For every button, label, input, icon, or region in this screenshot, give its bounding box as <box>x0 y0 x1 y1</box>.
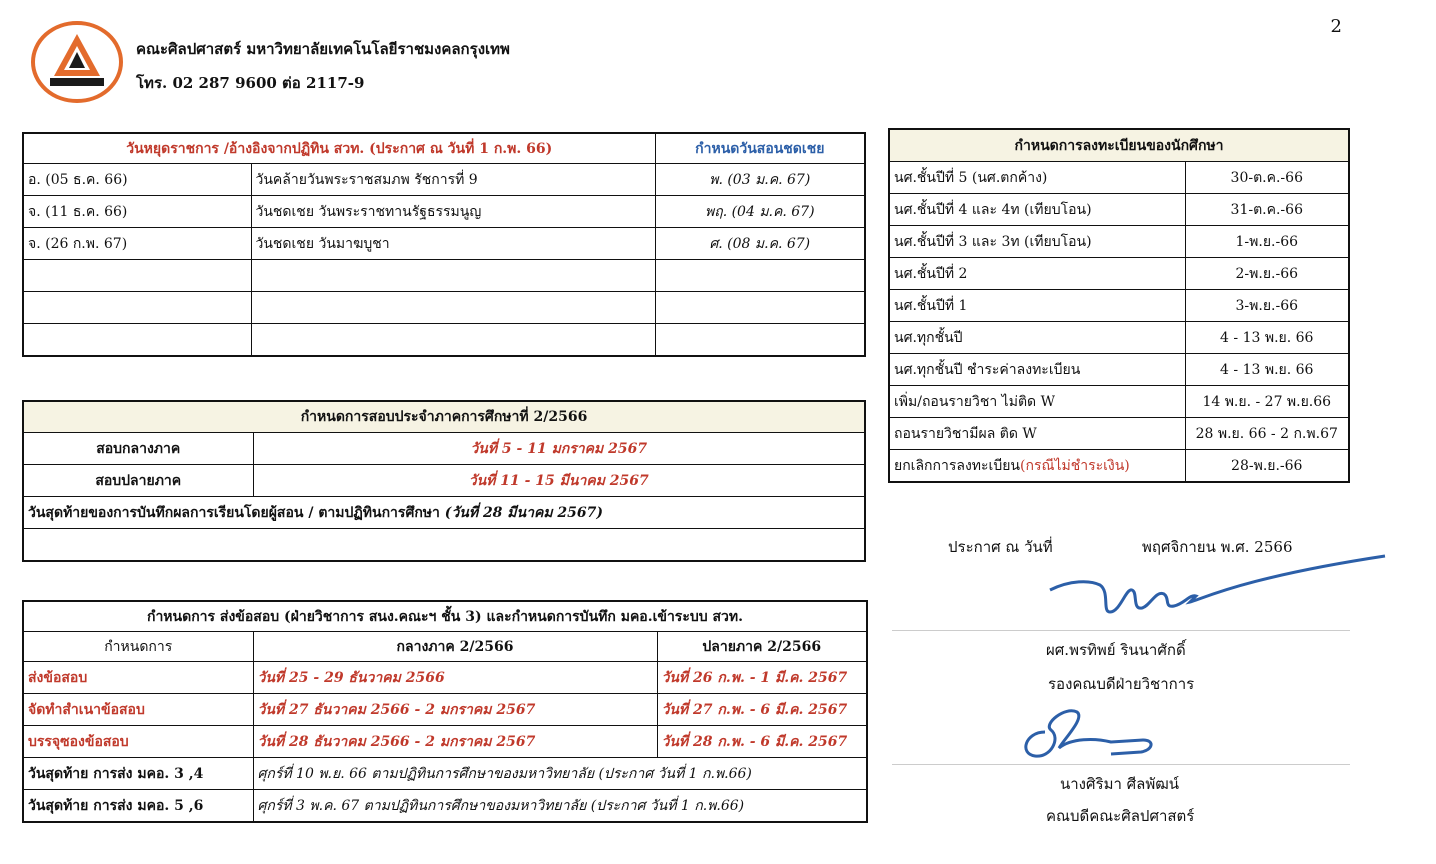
registration-date: 1-พ.ย.-66 <box>1185 226 1349 258</box>
exam-date: วันที่ 5 - 11 มกราคม 2567 <box>253 433 865 465</box>
exam-label: สอบกลางภาค <box>23 433 253 465</box>
student-group: นศ.ชั้นปีที่ 2 <box>889 258 1185 290</box>
table-row <box>889 290 1349 322</box>
signer-name: ผศ.พรทิพย์ รินนาศักดิ์ <box>1046 641 1186 659</box>
table-row <box>889 226 1349 258</box>
table-row <box>889 354 1349 386</box>
registration-date: 2-พ.ย.-66 <box>1185 258 1349 290</box>
registration-date: 28 พ.ย. 66 - 2 ก.พ.67 <box>1185 418 1349 450</box>
registration-date: 3-พ.ย.-66 <box>1185 290 1349 322</box>
table-row <box>889 322 1349 354</box>
holiday-table <box>22 132 866 357</box>
grade-deadline-date: (วันที่ 28 มีนาคม 2567) <box>444 504 604 521</box>
holiday-name: วันชดเชย วันมาฆบูชา <box>251 228 655 260</box>
holiday-title: วันหยุดราชการ /อ้างอิงจากปฏิทิน สวท. (ประกาศ ณ วันที่ 1 ก.พ. 66) <box>23 133 655 164</box>
registration-title: กำหนดการลงทะเบียนของนักศึกษา <box>889 129 1349 162</box>
deadline-value: ศุกร์ที่ 10 พ.ย. 66 ตามปฏิทินการศึกษาของมหาวิทยาลัย (ประกาศ วันที่ 1 ก.พ.66) <box>253 758 867 790</box>
holiday-name: วันชดเชย วันพระราชทานรัฐธรรมนูญ <box>251 196 655 228</box>
column-header: กลางภาค 2/2566 <box>253 632 657 662</box>
empty-row <box>23 260 865 292</box>
midterm-date: วันที่ 27 ธันวาคม 2566 - 2 มกราคม 2567 <box>253 694 657 726</box>
table-row <box>23 662 867 694</box>
table-row <box>889 450 1349 483</box>
task-label: บรรจุซองข้อสอบ <box>23 726 253 758</box>
makeup-date: พ. (03 ม.ค. 67) <box>655 164 865 196</box>
final-date: วันที่ 27 ก.พ. - 6 มี.ค. 2567 <box>657 694 867 726</box>
deadline-label: วันสุดท้าย การส่ง มคอ. 5 ,6 <box>23 790 253 823</box>
midterm-date: วันที่ 28 ธันวาคม 2566 - 2 มกราคม 2567 <box>253 726 657 758</box>
registration-date: 4 - 13 พ.ย. 66 <box>1185 322 1349 354</box>
table-row <box>23 497 865 529</box>
student-group: ถอนรายวิชามีผล ติด W <box>889 418 1185 450</box>
announcement-label: ประกาศ ณ วันที่ <box>948 538 1053 556</box>
table-row <box>889 258 1349 290</box>
table-row <box>23 726 867 758</box>
signer-name: นางศิริมา ศีลพัฒน์ <box>1060 775 1180 793</box>
exam-label: สอบปลายภาค <box>23 465 253 497</box>
grade-deadline-text: วันสุดท้ายของการบันทึกผลการเรียนโดยผู้สอน / ตามปฏิทินการศึกษา <box>28 504 440 521</box>
registration-date: 28-พ.ย.-66 <box>1185 450 1349 483</box>
table-row <box>889 162 1349 194</box>
column-header: กำหนดการ <box>23 632 253 662</box>
signature-line <box>892 764 1350 765</box>
submission-table <box>22 600 868 823</box>
signer-title: คณบดีคณะศิลปศาสตร์ <box>1046 807 1195 825</box>
signature-1 <box>1040 550 1390 630</box>
student-group: นศ.ชั้นปีที่ 1 <box>889 290 1185 322</box>
holiday-date: จ. (26 ก.พ. 67) <box>23 228 251 260</box>
table-row <box>889 194 1349 226</box>
table-row <box>23 164 865 196</box>
student-group: นศ.ชั้นปีที่ 4 และ 4ท (เทียบโอน) <box>889 194 1185 226</box>
registration-date: 14 พ.ย. - 27 พ.ย.66 <box>1185 386 1349 418</box>
signature-line <box>892 630 1350 631</box>
student-group: นศ.ชั้นปีที่ 3 และ 3ท (เทียบโอน) <box>889 226 1185 258</box>
table-row <box>23 228 865 260</box>
submission-title: กำหนดการ ส่งข้อสอบ (ฝ่ายวิชาการ สนง.คณะฯ ชั้น 3) และกำหนดการบันทึก มคอ.เข้าระบบ สวท. <box>23 601 867 632</box>
table-row <box>23 465 865 497</box>
page-number: 2 <box>1330 16 1342 37</box>
student-group: เพิ่ม/ถอนรายวิชา ไม่ติด W <box>889 386 1185 418</box>
registration-date: 4 - 13 พ.ย. 66 <box>1185 354 1349 386</box>
task-label: จัดทำสำเนาข้อสอบ <box>23 694 253 726</box>
midterm-date: วันที่ 25 - 29 ธันวาคม 2566 <box>253 662 657 694</box>
table-row <box>23 196 865 228</box>
signer-title: รองคณบดีฝ่ายวิชาการ <box>1048 675 1195 693</box>
empty-row <box>23 292 865 324</box>
deadline-label: วันสุดท้าย การส่ง มคอ. 3 ,4 <box>23 758 253 790</box>
student-group: นศ.ทุกชั้นปี ชำระค่าลงทะเบียน <box>889 354 1185 386</box>
table-row <box>23 790 867 823</box>
student-group: นศ.ชั้นปีที่ 5 (นศ.ตกค้าง) <box>889 162 1185 194</box>
holiday-name: วันคล้ายวันพระราชสมภพ รัชการที่ 9 <box>251 164 655 196</box>
makeup-header: กำหนดวันสอนชดเชย <box>655 133 865 164</box>
student-group: นศ.ทุกชั้นปี <box>889 322 1185 354</box>
table-row <box>889 386 1349 418</box>
table-row <box>889 418 1349 450</box>
faculty-logo <box>30 20 124 104</box>
column-header: ปลายภาค 2/2566 <box>657 632 867 662</box>
cancel-registration-label: ยกเลิกการลงทะเบียน <box>894 457 1020 474</box>
deadline-value: ศุกร์ที่ 3 พ.ค. 67 ตามปฏิทินการศึกษาของมหาวิทยาลัย (ประกาศ วันที่ 1 ก.พ.66) <box>253 790 867 823</box>
exam-date: วันที่ 11 - 15 มีนาคม 2567 <box>253 465 865 497</box>
task-label: ส่งข้อสอบ <box>23 662 253 694</box>
table-row <box>23 694 867 726</box>
empty-row <box>23 324 865 357</box>
makeup-date: พฤ. (04 ม.ค. 67) <box>655 196 865 228</box>
org-phone: โทร. 02 287 9600 ต่อ 2117-9 <box>136 74 365 92</box>
final-date: วันที่ 28 ก.พ. - 6 มี.ค. 2567 <box>657 726 867 758</box>
exam-title: กำหนดการสอบประจำภาคการศึกษาที่ 2/2566 <box>23 401 865 433</box>
holiday-date: จ. (11 ธ.ค. 66) <box>23 196 251 228</box>
empty-row <box>23 529 865 562</box>
final-date: วันที่ 26 ก.พ. - 1 มี.ค. 2567 <box>657 662 867 694</box>
registration-date: 31-ต.ค.-66 <box>1185 194 1349 226</box>
registration-date: 30-ต.ค.-66 <box>1185 162 1349 194</box>
holiday-date: อ. (05 ธ.ค. 66) <box>23 164 251 196</box>
table-row <box>23 758 867 790</box>
exam-table <box>22 400 866 562</box>
makeup-date: ศ. (08 ม.ค. 67) <box>655 228 865 260</box>
signature-2 <box>1015 702 1160 764</box>
org-name: คณะศิลปศาสตร์ มหาวิทยาลัยเทคโนโลยีราชมงคลกรุงเทพ <box>136 40 510 58</box>
table-row <box>23 433 865 465</box>
registration-table <box>888 128 1350 483</box>
announcement-date: พฤศจิกายน พ.ศ. 2566 <box>1142 538 1293 556</box>
cancel-registration-note: (กรณีไม่ชำระเงิน) <box>1020 457 1130 474</box>
